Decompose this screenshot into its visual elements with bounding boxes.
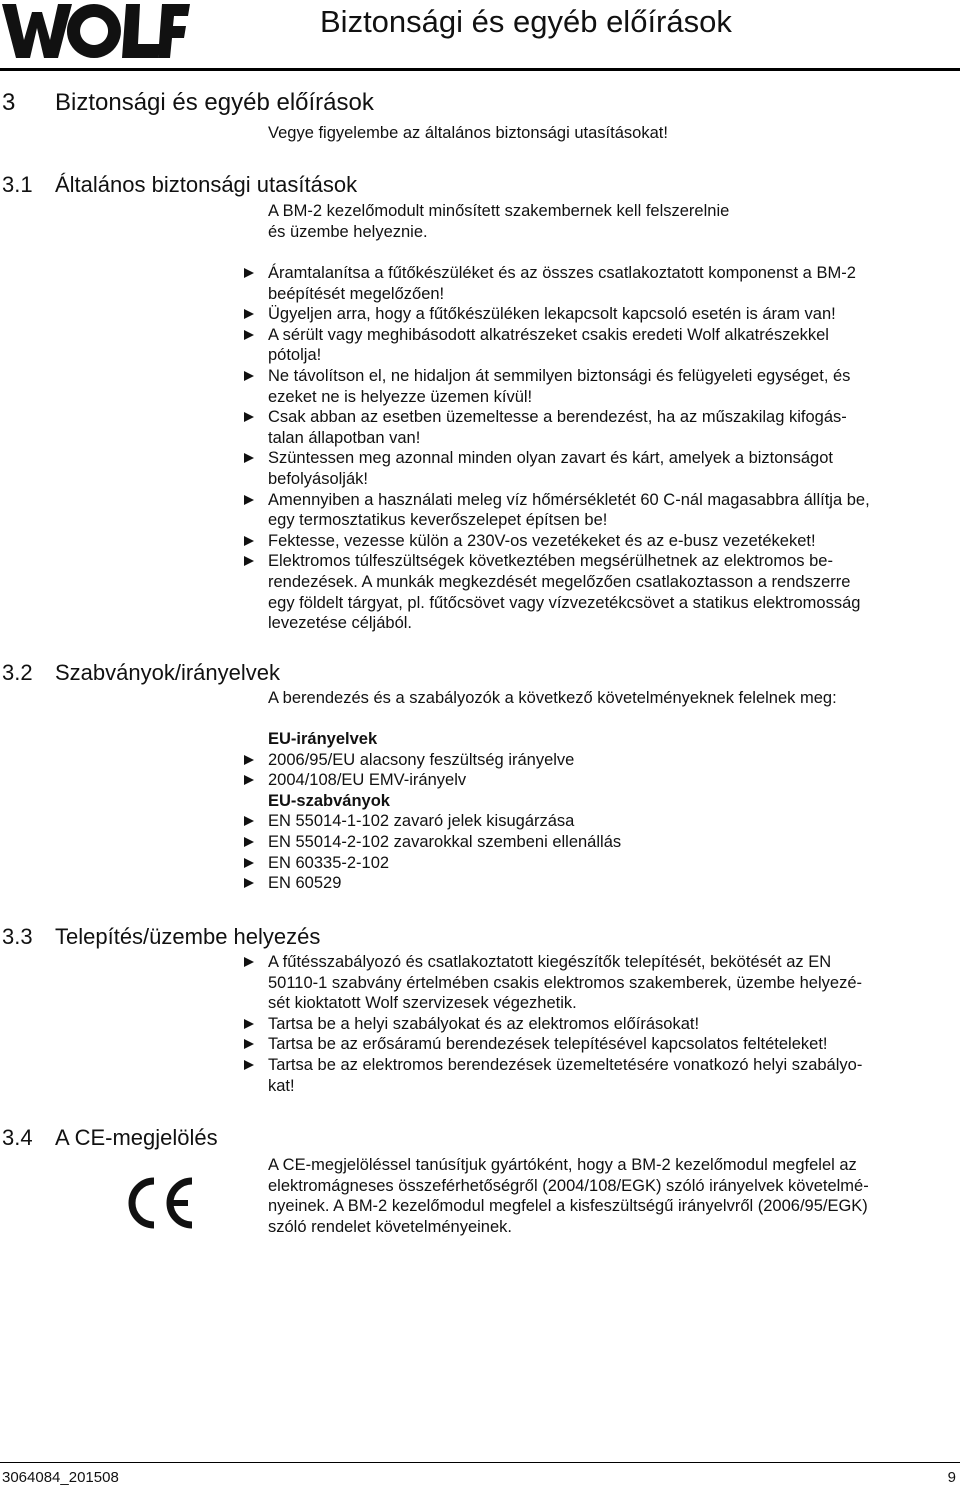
line: egy termosztatikus keverőszelepet építsen be! xyxy=(268,511,608,530)
ce-text-line: nyeinek. A BM-2 kezelőmodul megfelel a kisfeszültségű irányelvről (2006/95/EGK) xyxy=(268,1197,868,1216)
section-3-2-number: 3.2 xyxy=(2,660,33,685)
line: Tartsa be a helyi szabályokat és az elektromos előírásokat! xyxy=(268,1014,700,1033)
line: rendezések. A munkák megkezdését megelőzően csatlakoztasson a rendszerre xyxy=(268,572,851,591)
line: Áramtalanítsa a fűtőkészüléket és az összes csatlakoztatott komponenst a BM-2 xyxy=(268,264,856,282)
line: beépítését megelőzően! xyxy=(268,284,445,303)
ce-text-line: elektromágneses összeférhetőségről (2004/108/EGK) szóló irányelvek követelmé- xyxy=(268,1176,869,1195)
eu-directives-heading: EU-irányelvek xyxy=(268,730,378,748)
section-3-3-title: Telepítés/üzembe helyezés xyxy=(55,924,321,949)
line: Ne távolítson el, ne hidaljon át semmilyen biztonsági és felügyeleti egységet, és xyxy=(268,366,851,385)
line: levezetése céljából. xyxy=(268,614,413,633)
line: Ügyeljen arra, hogy a fűtőkészüléken lekapcsolt kapcsoló esetén is áram van! xyxy=(268,305,836,324)
safety-item xyxy=(268,366,958,407)
standard-item: EN 55014-2-102 zavarokkal szembeni ellenállás xyxy=(268,832,958,853)
chapter-number: 3 xyxy=(2,89,16,116)
section-3-4-number: 3.4 xyxy=(2,1125,33,1150)
standard-item: EN 60529 xyxy=(268,873,958,894)
section-3-3-list xyxy=(268,952,958,1096)
section-3-1-intro xyxy=(268,201,958,242)
line: ezeket ne is helyezze üzemen kívül! xyxy=(268,387,533,406)
section-3-4-title: A CE-megjelölés xyxy=(55,1125,218,1150)
header-divider xyxy=(0,68,960,71)
standard-item: EN 55014-1-102 zavaró jelek kisugárzása xyxy=(268,811,958,832)
section-3-4-text xyxy=(268,1155,958,1237)
safety-item xyxy=(268,531,958,552)
section-3-1-list xyxy=(268,263,958,634)
line: Tartsa be az erősáramú berendezések telepítésével kapcsolatos feltételeket! xyxy=(268,1035,828,1054)
line: Csak abban az esetben üzemeltesse a berendezést, ha az műszakilag kifogás- xyxy=(268,408,847,427)
chapter-heading xyxy=(2,89,374,117)
section-3-4-heading xyxy=(2,1125,218,1151)
line: Fektesse, vezesse külön a 230V-os vezetékeket és az e-busz vezetékeket! xyxy=(268,531,816,550)
section-3-2-intro: A berendezés és a szabályozók a következő követelményeknek felelnek meg: xyxy=(268,689,837,707)
section-3-3-number: 3.3 xyxy=(2,924,33,949)
safety-item xyxy=(268,407,958,448)
safety-item xyxy=(268,325,958,366)
ce-text-line: A CE-megjelöléssel tanúsítjuk gyártóként, hogy a BM-2 kezelőmodul megfelel az xyxy=(268,1156,857,1174)
page-number: 9 xyxy=(947,1469,956,1486)
chapter-intro: Vegye figyelembe az általános biztonsági utasításokat! xyxy=(268,124,668,142)
line: Elektromos túlfeszültségek következtében megsérülhetnek az elektromos be- xyxy=(268,552,833,571)
safety-item xyxy=(268,263,958,304)
section-3-2-heading xyxy=(2,660,280,686)
section-3-1-heading xyxy=(2,172,357,198)
line: A fűtésszabályozó és csatlakoztatott kiegészítők telepítését, bekötését az EN xyxy=(268,953,832,971)
wolf-logo xyxy=(2,4,190,58)
standard-item: EN 60335-2-102 xyxy=(268,853,958,874)
intro-line: A BM-2 kezelőmodult minősített szakembernek kell felszerelnie xyxy=(268,202,730,220)
section-3-1-title: Általános biztonsági utasítások xyxy=(55,172,358,197)
safety-item xyxy=(268,304,958,325)
intro-line: és üzembe helyeznie. xyxy=(268,222,428,241)
install-item xyxy=(268,1034,958,1055)
install-item xyxy=(268,1014,958,1035)
chapter-title: Biztonsági és egyéb előírások xyxy=(55,89,374,116)
header-title: Biztonsági és egyéb előírások xyxy=(320,4,732,39)
line: talan állapotban van! xyxy=(268,428,421,447)
line: kat! xyxy=(268,1076,295,1095)
section-3-2-list xyxy=(268,729,958,894)
line: sét kioktatott Wolf szervizesek végezhetik. xyxy=(268,994,577,1013)
install-item xyxy=(268,952,958,1014)
safety-item xyxy=(268,551,958,633)
line: A sérült vagy meghibásodott alkatrészeket csakis eredeti Wolf alkatrészekkel xyxy=(268,325,829,344)
footer-divider xyxy=(0,1462,960,1463)
line: Szüntessen meg azonnal minden olyan zavart és kárt, amelyek a biztonságot xyxy=(268,449,833,468)
section-3-3-heading xyxy=(2,924,320,950)
safety-item xyxy=(268,490,958,531)
eu-standards-heading: EU-szabványok xyxy=(268,791,390,810)
line: pótolja! xyxy=(268,346,322,365)
line: egy földelt tárgyat, pl. fűtőcsövet vagy vízvezetékcsövet a statikus elektromosság xyxy=(268,593,861,612)
line: 50110-1 szabvány értelmében csakis elektromos szakemberek, üzembe helyezé- xyxy=(268,973,862,992)
directive-item: 2006/95/EU alacsony feszültség irányelve xyxy=(268,750,958,771)
ce-text-line: szóló rendelet követelményeinek. xyxy=(268,1217,512,1236)
line: Amennyiben a használati meleg víz hőmérsékletét 60 C-nál magasabbra állítja be, xyxy=(268,490,870,509)
section-3-2-title: Szabványok/irányelvek xyxy=(55,660,281,685)
safety-item xyxy=(268,448,958,489)
line: Tartsa be az elektromos berendezések üzemeltetésére vonatkozó helyi szabályo- xyxy=(268,1055,863,1074)
ce-symbol-text: CE xyxy=(122,1175,124,1176)
section-3-1-number: 3.1 xyxy=(2,172,33,197)
directive-item: 2004/108/EU EMV-irányelv xyxy=(268,770,958,791)
document-code: 3064084_201508 xyxy=(2,1469,119,1486)
line: befolyásolják! xyxy=(268,469,368,488)
ce-mark-icon xyxy=(122,1175,198,1231)
install-item xyxy=(268,1055,958,1096)
